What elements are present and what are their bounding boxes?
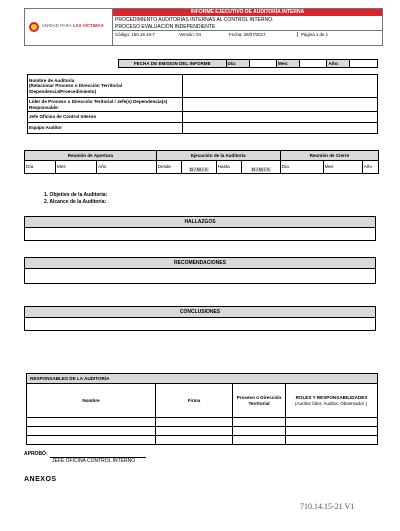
control-chief-field[interactable] [183, 112, 378, 123]
scope-label: 2. Alcance de la Auditoría: [44, 199, 107, 205]
emission-month-field[interactable] [300, 60, 327, 68]
logo [25, 9, 113, 45]
opening-month[interactable]: Mes [56, 161, 97, 174]
responsibles-table [26, 373, 378, 445]
recommendations-box [24, 257, 376, 284]
conclusions-box [24, 306, 376, 331]
to-date-format: D / M / A [251, 166, 270, 172]
emission-day-field[interactable] [249, 60, 276, 68]
findings-header: HALLAZGOS [25, 217, 375, 228]
emission-month-label: Mes: [277, 60, 300, 68]
emission-year-field[interactable] [350, 60, 378, 68]
col-name-header: Nombre [27, 384, 156, 418]
opening-day[interactable]: Día [25, 161, 56, 174]
execution-to-label: Hasta [216, 161, 241, 174]
closing-day[interactable]: Día [280, 161, 323, 174]
from-date-format: D / M / A [189, 166, 208, 172]
doc-version: Versión: 04 [179, 32, 201, 37]
document-header [24, 8, 383, 46]
roles-cell[interactable] [286, 436, 378, 445]
objective-label: 1. Objetivo de la Auditoría: [44, 192, 108, 198]
execution-from-field[interactable] [181, 161, 216, 174]
roles-title: ROLES Y RESPONSABILIDADES [295, 395, 368, 401]
col-signature-header: Firma [156, 384, 233, 418]
audit-team-field[interactable] [183, 123, 378, 134]
signature-cell[interactable] [156, 436, 233, 445]
closing-year[interactable]: Año [362, 161, 378, 174]
doc-page: Página 1 de 1 [297, 32, 328, 37]
procedure-line-2: PROCESO EVALUACIÓN INDEPENDIENTE [115, 23, 216, 30]
execution-header: Ejecución de la Auditoría [156, 151, 280, 161]
process-cell[interactable] [233, 427, 286, 436]
emission-date-label: FECHA DE EMISION DEL INFORME [119, 60, 227, 68]
name-cell[interactable] [27, 436, 156, 445]
execution-to-field[interactable] [241, 161, 280, 174]
logo-text [42, 23, 104, 28]
footer-code: 710.14.15-21 V1 [300, 502, 355, 511]
audit-name-field[interactable] [183, 75, 378, 98]
opening-meeting-header: Reunión de Apertura [25, 151, 157, 161]
logo-text-b: LAS VÍCTIMAS [72, 23, 104, 28]
opening-year[interactable]: Año [97, 161, 157, 174]
process-leader-label: Líder de Proceso o Dirección Teritorial / Jefe(s) Dependencia(s) Responsable: [28, 98, 183, 112]
process-cell[interactable] [233, 436, 286, 445]
emblem-center-icon [31, 24, 37, 30]
findings-field[interactable] [25, 228, 375, 241]
col-roles-header [286, 384, 378, 418]
execution-from-label: Desde [156, 161, 181, 174]
control-chief-label: Jefe Oficina de Control Interno [28, 112, 183, 123]
table-row [27, 418, 378, 427]
table-row [27, 427, 378, 436]
signature-cell[interactable] [156, 418, 233, 427]
roles-cell[interactable] [286, 427, 378, 436]
meetings-table [24, 150, 379, 174]
recommendations-field[interactable] [25, 269, 375, 284]
annexes-heading: ANEXOS [24, 476, 57, 483]
name-cell[interactable] [27, 418, 156, 427]
process-leader-field[interactable] [183, 98, 378, 112]
conclusions-header: CONCLUSIONES [25, 307, 375, 318]
document-title: INFORME EJECUTIVO DE AUDITORÍA INTERNA [113, 9, 382, 16]
closing-meeting-header: Reunión de Cierre [280, 151, 378, 161]
recommendations-header: RECOMENDACIONES [25, 258, 375, 269]
col-process-header: Proceso o Dirección Territorial [233, 384, 286, 418]
emission-date-table [118, 59, 378, 68]
roles-detail: (Auditor líder, Auditor, Observador ) [295, 400, 368, 406]
audit-name-label: Nombre de Auditoría (Relacionar Proceso o Dirección Territorial /Dependencia/Proecedimiento) [28, 75, 183, 98]
doc-date: Fecha: 26/07/2017 [229, 32, 266, 37]
procedure-line-1: PROCEDIMIENTO AUDITORÍAS INTERNAS AL CONTROL INTERNO. [115, 17, 274, 23]
findings-box [24, 216, 376, 241]
roles-cell[interactable] [286, 418, 378, 427]
emission-day-label: Día: [226, 60, 249, 68]
signature-cell[interactable] [156, 427, 233, 436]
closing-month[interactable]: Mes [323, 161, 362, 174]
audit-info-table [27, 74, 378, 134]
audit-team-label: Equipo Auditor [28, 123, 183, 134]
emission-year-label: Año: [327, 60, 350, 68]
logo-text-a: UNIDAD PARA [42, 23, 72, 28]
table-row [27, 436, 378, 445]
procedure-block [113, 17, 382, 30]
responsibles-header: RESPONSABLES DE LA AUDITORÍA [27, 374, 378, 384]
approval-signer: JEFE OFICINA CONTROL INTERNO [52, 458, 136, 464]
process-cell[interactable] [233, 418, 286, 427]
doc-code: Código: 150.19.15-7 [115, 32, 155, 37]
approval-label: APROBÓ: [24, 451, 48, 457]
conclusions-field[interactable] [25, 318, 375, 331]
name-cell[interactable] [27, 427, 156, 436]
document-meta [113, 30, 382, 39]
